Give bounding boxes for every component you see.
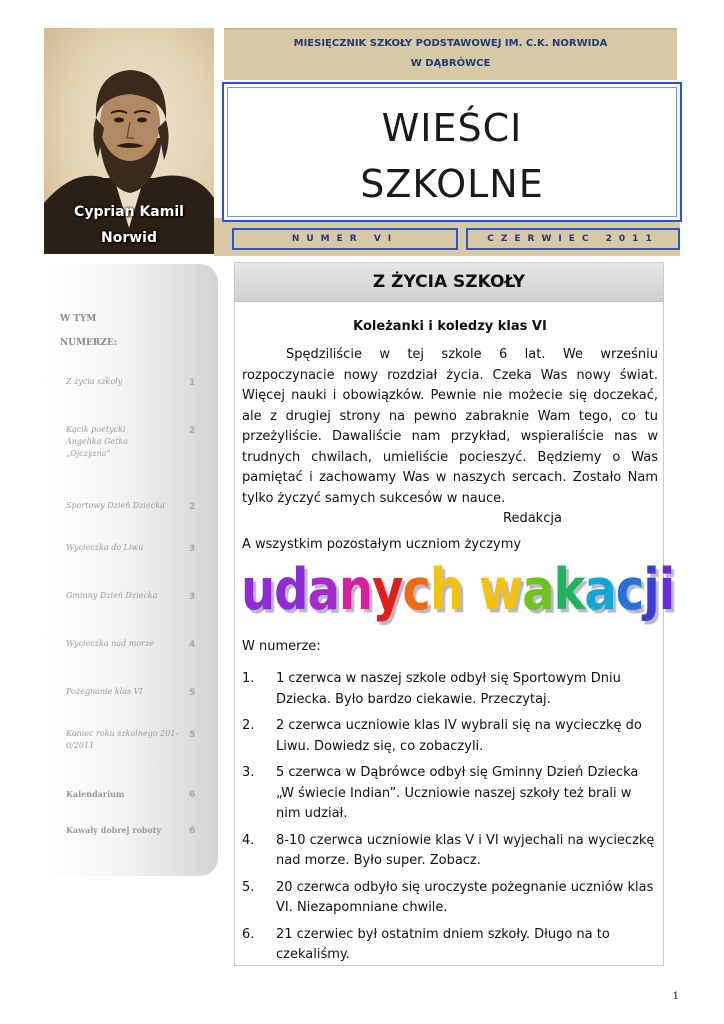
portrait-illustration xyxy=(44,28,214,254)
list-item-text: 21 czerwiec był ostatnim dniem szkoły. Długo na to czekaliśmy. xyxy=(276,926,610,962)
sidebar-heading-line2: NUMERZE: xyxy=(60,338,118,348)
wordart-letter: d xyxy=(274,557,308,624)
list-item-text: 1 czerwca w naszej szkole odbył się Sportowym Dniu Dziecka. Było bardzo ciekawie. Przeczytaj. xyxy=(276,671,621,707)
contents-item-label-author: Angelika Getka xyxy=(66,437,129,446)
contents-item-koniec-roku-szkolnego[interactable] xyxy=(66,728,196,752)
contents-page-number: 1 xyxy=(189,378,196,388)
article-wish: A wszystkim pozostałym uczniom życzymy xyxy=(242,537,522,552)
contents-item-label: Wycieczka do Liwu xyxy=(66,543,144,552)
in-issue-list-item xyxy=(242,831,658,872)
contents-item-kawaly-dobrej-roboty[interactable] xyxy=(66,824,196,836)
contents-page-number: 3 xyxy=(189,592,196,602)
newspaper-title-box xyxy=(222,82,682,222)
title-line1: WIEŚCI xyxy=(381,106,523,150)
in-issue-list xyxy=(242,669,658,972)
portrait-image xyxy=(44,28,214,254)
in-issue-list-item xyxy=(242,925,658,966)
portrait-name-line1: Cyprian Kamil xyxy=(74,204,184,220)
article-paragraph: Spędziliście w tej szkole 6 lat. We wrześniu rozpoczynacie nowy rozdział życia. Czeka Was nowy świat. Więcej nauki i obowiązków. Pewnie nie możecie się doczekać, ale z drugiej strony na pewno zabraknie Wam tego, co tu przeżyliście. Dawaliście nam przykład, wspieraliście nas w trudnych chwilach, umieliście pocieszyć. Będziemy o Was pamiętać i zachowamy Was w naszych sercach. Zostało Nam tylko życzyć samych sukcesów w nauce. xyxy=(242,347,658,506)
list-item-number: 5. xyxy=(242,879,255,895)
contents-item-label: Wycieczka nad morze xyxy=(66,639,154,648)
contents-item-label: Sportowy Dzień Dziecka xyxy=(66,501,165,510)
list-item-number: 1. xyxy=(242,671,255,686)
in-issue-list-item xyxy=(242,669,658,710)
wordart-letter: c xyxy=(402,557,430,624)
contents-item-wycieczka-do-liwu[interactable] xyxy=(66,542,196,554)
contents-item-label: Kącik poetycki xyxy=(66,425,126,434)
contents-item-label: Kawały dobrej roboty xyxy=(66,825,162,835)
wordart-letter: a xyxy=(522,557,554,624)
masthead-banner xyxy=(224,28,677,80)
in-issue-list-item xyxy=(242,763,658,825)
masthead-line2: W DĄBRÓWCE xyxy=(410,58,491,69)
title-line2: SZKOLNE xyxy=(360,162,544,206)
list-item-number: 3. xyxy=(242,765,255,780)
wordart-letter: c xyxy=(615,557,644,624)
contents-page-number: 5 xyxy=(189,688,196,698)
wordart-letter: a xyxy=(584,557,616,624)
contents-page-number: 2 xyxy=(189,502,196,512)
contents-item-kacik-poetycki[interactable] xyxy=(66,424,196,460)
contents-item-label: Kalendarium xyxy=(66,789,125,799)
wordart-letter: w xyxy=(478,557,523,624)
wordart-letter: y xyxy=(372,557,403,624)
contents-page-number: 5 xyxy=(189,730,196,740)
contents-item-label: Koniec roku szkolnego 201- xyxy=(66,729,179,738)
contents-item-gminny-dzien-dziecka[interactable] xyxy=(66,590,196,602)
list-item-number: 2. xyxy=(242,718,255,733)
section-header xyxy=(235,263,663,302)
contents-page-number: 6 xyxy=(189,826,196,836)
wordart-udanych-wakacji xyxy=(241,557,674,623)
contents-item-pozegnanie-klas-vi[interactable] xyxy=(66,686,196,698)
list-item-text: 5 czerwca w Dąbrówce odbył się Gminny Dzień Dziecka „W świecie Indian”. Uczniowie naszej szkoły też brali w nim udział. xyxy=(276,765,639,821)
wordart-letter: j xyxy=(643,557,659,624)
wordart-letter: a xyxy=(307,557,339,624)
page-number: 1 xyxy=(672,991,679,1002)
list-item-text: 2 czerwca uczniowie klas IV wybrali się na wycieczkę do Liwu. Dowiedz się, co zobaczyli. xyxy=(276,718,642,754)
contents-page-number: 3 xyxy=(189,544,196,554)
contents-item-label: Pożegnanie klas VI xyxy=(66,687,143,696)
wordart-letter: h xyxy=(429,557,464,624)
contents-item-wycieczka-nad-morze[interactable] xyxy=(66,638,196,650)
contents-item-kalendarium[interactable] xyxy=(66,788,196,800)
issue-number: NUMER VI xyxy=(232,228,458,250)
in-issue-list-item xyxy=(242,716,658,757)
list-item-text: 20 czerwca odbyło się uroczyste pożegnanie uczniów klas VI. Niezapomniane chwile. xyxy=(276,879,654,915)
masthead-line1: MIESIĘCZNIK SZKOŁY PODSTAWOWEJ IM. C.K. NORWIDA xyxy=(293,38,608,49)
in-issue-list-item xyxy=(242,878,658,919)
in-issue-label: W numerze: xyxy=(242,639,321,654)
list-item-text: 8-10 czerwca uczniowie klas V i VI wyjechali na wycieczkę nad morze. Było super. Zobacz. xyxy=(276,832,655,868)
list-item-number: 4. xyxy=(242,832,255,848)
article-signature: Redakcja xyxy=(503,511,562,526)
contents-sidebar xyxy=(44,264,218,876)
main-article xyxy=(234,262,675,966)
wordart-letter: n xyxy=(338,557,373,624)
wordart-space xyxy=(463,557,479,623)
contents-item-sportowy-dzien-dziecka[interactable] xyxy=(66,500,196,512)
contents-page-number: 4 xyxy=(189,640,196,650)
wordart-letter: k xyxy=(553,557,585,624)
contents-item-z-zycia-szkoly[interactable] xyxy=(66,376,196,388)
sidebar-heading-line1: W TYM xyxy=(60,314,97,324)
issue-date: CZERWIEC 2011 xyxy=(466,228,680,250)
article-heading: Koleżanki i koledzy klas VI xyxy=(353,319,547,334)
contents-item-label-cont: 0/2011 xyxy=(66,741,95,750)
list-item-number: 6. xyxy=(242,926,255,942)
portrait-name-line2: Norwid xyxy=(101,230,157,246)
wordart-letter: i xyxy=(658,557,675,624)
contents-item-label: Gminny Dzień Dziecka xyxy=(66,591,158,600)
contents-page-number: 6 xyxy=(189,790,196,800)
contents-item-label: Z życia szkoły xyxy=(66,377,123,386)
contents-item-label-title: „Ojczyzna” xyxy=(66,449,111,458)
contents-page-number: 2 xyxy=(189,426,196,436)
section-title: Z ŻYCIA SZKOŁY xyxy=(372,272,526,292)
wordart-letter: u xyxy=(241,557,275,624)
